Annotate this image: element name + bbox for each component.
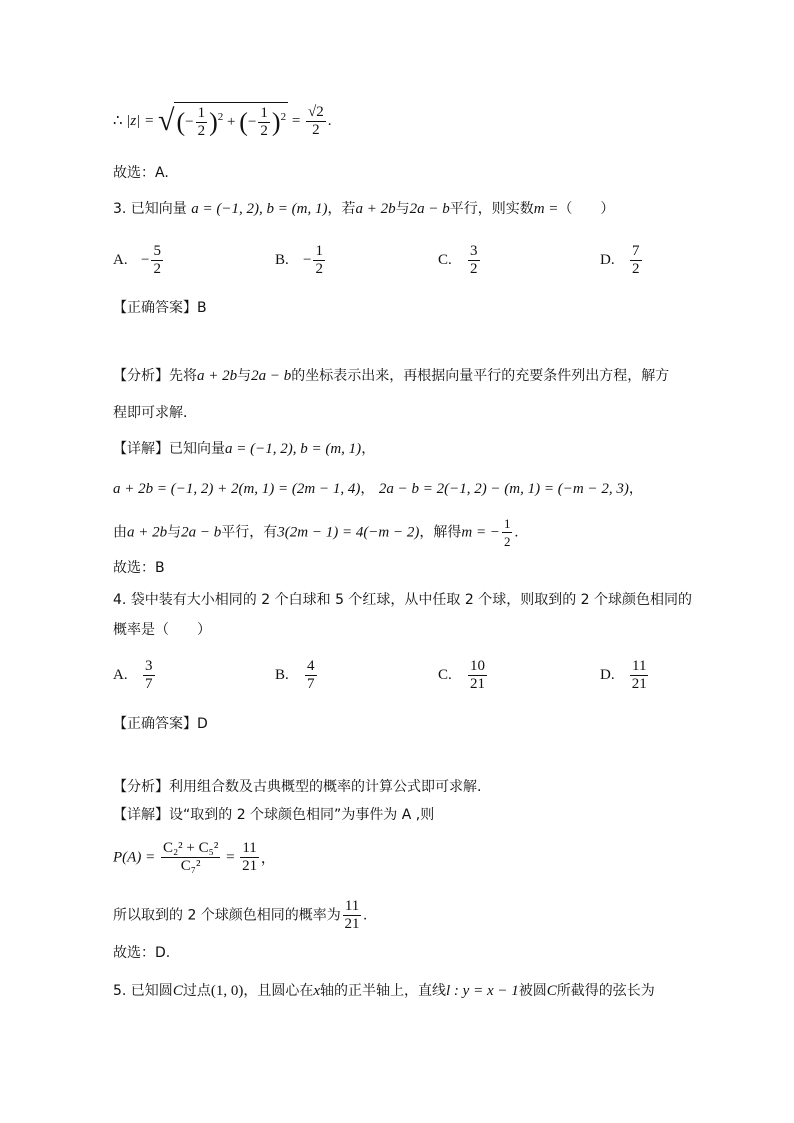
detail-text: 平行，有 (221, 524, 278, 541)
formula-num: C₂² + C₅² (162, 840, 219, 856)
q4-option-b (275, 658, 319, 693)
option-den: 21 (631, 676, 647, 692)
frac-num: 1 (197, 105, 206, 121)
frac-den: 2 (197, 123, 206, 139)
detail-math: a + 2b (127, 524, 168, 541)
detail-math: m = − (461, 524, 500, 541)
q5-stem-text: 过点 (182, 983, 211, 999)
choice-q2: 故选：A. (113, 165, 169, 181)
frac-num: 11 (344, 898, 360, 914)
formula-rnum: 11 (242, 840, 257, 856)
detail-text: ， (361, 441, 376, 457)
detail-math: 3(2m − 1) = 4(−m − 2) (277, 524, 420, 541)
option-den: 2 (470, 261, 478, 277)
q4-stem-line2: 概率是（ ） (113, 622, 211, 638)
q5-math: (1, 0) (210, 983, 244, 999)
q4-option-c (438, 658, 489, 693)
option-num: 5 (153, 243, 161, 259)
option-num: 7 (632, 243, 640, 259)
q3-stem-text: 与 (395, 201, 410, 217)
option-label: D. (600, 251, 615, 268)
option-den: 2 (632, 261, 640, 277)
analysis-text: 【分析】先将 (113, 368, 197, 384)
q3-blank: （ ） (558, 201, 615, 217)
result-num: √2 (308, 103, 324, 120)
modulus-lhs: |z| = (126, 113, 155, 129)
q4-detail-line1: 【详解】设“取到的 2 个球颜色相同”为事件为 A ,则 (113, 807, 435, 823)
analysis-text: 与 (237, 368, 252, 384)
q3-option-d (600, 243, 644, 278)
analysis-text: 的坐标表示出来，再根据向量平行的充要条件列出方程，解方 (291, 368, 670, 384)
exponent: 2 (217, 110, 224, 123)
q3-stem (113, 199, 614, 219)
exponent: 2 (280, 110, 287, 123)
therefore-symbol: ∴ (113, 113, 123, 129)
q4-option-d (600, 658, 650, 693)
q3-detail-line3 (113, 515, 519, 549)
q4-probability-formula (113, 840, 276, 886)
detail-math: 2a − b (181, 524, 222, 541)
option-label: D. (600, 666, 615, 683)
q3-unknown: m = (533, 201, 559, 217)
detail-end: . (514, 524, 519, 541)
sqrt-radicand: (− $\frac{1}{2}$ )$^2$ + (− $\frac{1}{2}$ )$^2$ (174, 102, 288, 140)
detail-text: 【详解】已知向量 (113, 441, 225, 457)
q5-math: l : y = x − 1 (446, 983, 519, 999)
q3-option-a (113, 243, 165, 278)
option-den: 2 (315, 261, 323, 277)
q5-stem-text: 所截得的弦长为 (556, 983, 655, 999)
frac-den: 2 (503, 534, 511, 549)
detail-text: 与 (167, 524, 182, 541)
frac-den: 2 (260, 123, 268, 139)
option-label: B. (275, 251, 289, 268)
option-den: 21 (470, 676, 485, 692)
q4-answer: 【正确答案】D (113, 716, 208, 732)
modulus-equation: ∴ |z| = √(− $\frac{1}{2}$ )$^2$ + (− $\frac{1}{2}$ )$^2$ = $\frac{√2}{2}$ . (113, 103, 332, 139)
q3-option-b (275, 243, 327, 278)
q3-detail-line1 (113, 439, 375, 459)
option-sign: − (303, 251, 312, 268)
formula-eq: = (226, 849, 235, 866)
option-den: 7 (145, 676, 153, 692)
option-sign: − (141, 251, 150, 268)
option-label: C. (438, 251, 452, 268)
q5-stem-text: 被圆 (518, 983, 547, 999)
option-num: 3 (470, 243, 478, 259)
option-den: 7 (307, 676, 315, 692)
option-den: 2 (153, 261, 161, 277)
q5-stem-text: 5. 已知圆 (113, 983, 173, 999)
q3-option-c (438, 243, 482, 278)
option-num: 10 (470, 658, 485, 674)
choice-q3: 故选：B (113, 560, 165, 576)
q5-math: x (313, 983, 320, 999)
option-num: 11 (632, 658, 647, 674)
q4-analysis: 【分析】利用组合数及古典概型的概率的计算公式即可求解. (113, 779, 482, 795)
detail-text: ， (628, 481, 643, 497)
q3-stem-text: ，若 (327, 201, 356, 217)
formula-lhs: P(A) = (113, 849, 156, 866)
option-label: A. (113, 666, 128, 683)
option-label: B. (275, 666, 289, 683)
q4-stem-line1: 4. 袋中装有大小相同的 2 个白球和 5 个红球，从中任取 2 个球，则取到的 2 个球颜色相同的 (113, 592, 693, 608)
detail-text: ，解得 (419, 524, 462, 541)
option-num: 3 (145, 658, 153, 674)
q4-detail-line3 (113, 898, 367, 938)
option-label: A. (113, 251, 128, 268)
q5-math: C (172, 983, 183, 999)
detail-text: 所以取到的 2 个球颜色相同的概率为 (113, 907, 341, 924)
q5-math: C (546, 983, 557, 999)
q5-stem-text: 轴的正半轴上，直线 (320, 983, 446, 999)
detail-text: ， (360, 481, 375, 497)
analysis-math: 2a − b (251, 368, 292, 384)
result-den: 2 (312, 121, 320, 138)
q4-option-a (113, 658, 157, 693)
q5-stem-text: ，且圆心在 (243, 983, 314, 999)
q3-vectors: a = (−1, 2), b = (m, 1) (191, 201, 328, 217)
analysis-math: a + 2b (197, 368, 238, 384)
option-num: 4 (307, 658, 315, 674)
formula-rden: 21 (242, 858, 258, 874)
detail-end: . (363, 907, 368, 924)
formula-end: ， (260, 848, 276, 867)
q3-detail-line2 (113, 479, 643, 499)
frac-num: 1 (503, 516, 511, 531)
option-label: C. (438, 666, 452, 683)
detail-text: 由 (113, 524, 127, 541)
q3-answer: 【正确答案】B (113, 300, 207, 316)
choice-q4: 故选：D. (113, 945, 171, 961)
detail-math: 2a − b = 2(−1, 2) − (m, 1) = (−m − 2, 3) (378, 481, 629, 497)
q3-vector-diff: 2a − b (409, 201, 450, 217)
q3-stem-text: 平行，则实数 (449, 201, 534, 217)
q5-stem (113, 981, 655, 1001)
q3-analysis-line1 (113, 366, 669, 386)
q3-stem-text: 3. 已知向量 (113, 201, 187, 217)
q3-analysis-line2: 程即可求解． (113, 405, 197, 421)
sqrt-icon: √ (158, 104, 175, 137)
frac-den: 21 (344, 916, 360, 932)
detail-math: a = (−1, 2), b = (m, 1) (225, 441, 362, 457)
formula-den: C₇² (180, 858, 201, 874)
detail-math: a + 2b = (−1, 2) + 2(m, 1) = (2m − 1, 4) (113, 481, 361, 497)
q3-vector-sum: a + 2b (355, 201, 396, 217)
frac-num: 1 (260, 105, 268, 121)
option-num: 1 (315, 243, 323, 259)
